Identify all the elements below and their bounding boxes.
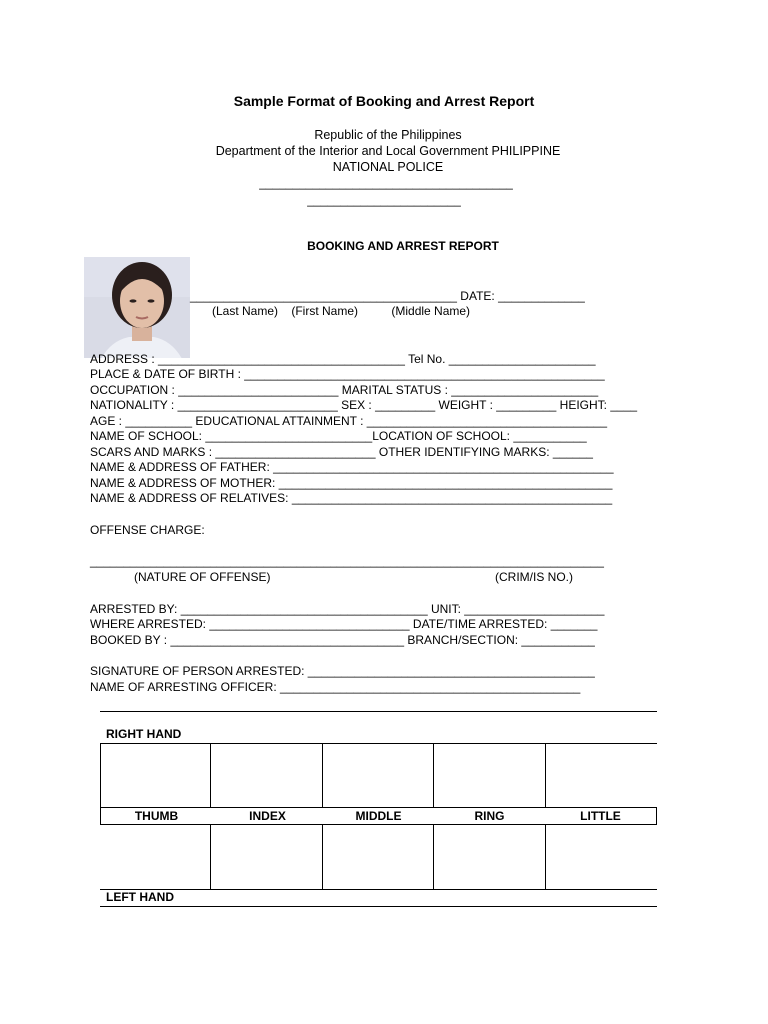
- booked-by-field: BOOKED BY : ___________________________________ BRANCH/SECTION: ___________: [90, 633, 595, 647]
- birth-field: PLACE & DATE OF BIRTH : ______________________________________________________: [90, 367, 605, 381]
- right-hand-label: RIGHT HAND: [106, 727, 182, 741]
- nature-of-offense-label: (NATURE OF OFFENSE): [134, 570, 271, 584]
- address-field: ADDRESS : _____________________________________ Tel No. ______________________: [90, 352, 596, 366]
- offense-charge-label: OFFENSE CHARGE:: [90, 523, 205, 537]
- signature-field: SIGNATURE OF PERSON ARRESTED: ___________________________________________: [90, 664, 595, 678]
- right-thumb-box: [100, 744, 211, 807]
- fingerprint-bottom-rule: [100, 906, 657, 907]
- left-hand-rule: [100, 889, 657, 890]
- name-sublabels: (Last Name) (First Name) (Middle Name): [212, 304, 471, 318]
- finger-name-index: INDEX: [249, 809, 286, 823]
- left-little-box: [546, 825, 657, 889]
- fingerprint-top-rule: [100, 711, 657, 712]
- right-ring-box: [434, 744, 545, 807]
- nationality-field: NATIONALITY : ________________________ SEX : _________ WEIGHT : _________ HEIGHT: ____: [90, 398, 638, 412]
- finger-name-middle: MIDDLE: [355, 809, 402, 823]
- document-title: Sample Format of Booking and Arrest Report: [233, 93, 535, 109]
- mother-field: NAME & ADDRESS OF MOTHER: __________________________________________________: [90, 476, 613, 490]
- finger-name-little: LITTLE: [580, 809, 621, 823]
- report-title: BOOKING AND ARREST REPORT: [307, 239, 499, 253]
- left-ring-box: [434, 825, 545, 889]
- right-middle-box: [323, 744, 434, 807]
- right-hand-boxes: [100, 744, 657, 807]
- age-field: AGE : __________ EDUCATIONAL ATTAINMENT : ____________________________________: [90, 414, 608, 428]
- right-index-box: [211, 744, 322, 807]
- where-arrested-field: WHERE ARRESTED: ______________________________ DATE/TIME ARRESTED: _______: [90, 617, 598, 631]
- name-date-row: ________________________________________ DATE: _____________: [190, 289, 585, 303]
- father-field: NAME & ADDRESS OF FATHER: ___________________________________________________: [90, 460, 614, 474]
- right-little-box: [546, 744, 657, 807]
- finger-name-ring: RING: [474, 809, 505, 823]
- left-thumb-box: [100, 825, 211, 889]
- finger-names-row: [100, 807, 657, 825]
- header-department: Department of the Interior and Local Government PHILIPPINE: [215, 144, 561, 158]
- scars-field: SCARS AND MARKS : ________________________ OTHER IDENTIFYING MARKS: ______: [90, 445, 593, 459]
- occupation-field: OCCUPATION : ________________________ MARITAL STATUS : ______________________: [90, 383, 599, 397]
- left-hand-label: LEFT HAND: [106, 890, 174, 904]
- subject-photo: [75, 239, 190, 358]
- arresting-officer-field: NAME OF ARRESTING OFFICER: _____________________________________________: [90, 680, 581, 694]
- header-blank-line-2: _______________________: [307, 193, 461, 207]
- school-field: NAME OF SCHOOL: _________________________LOCATION OF SCHOOL: ___________: [90, 429, 587, 443]
- finger-name-thumb: THUMB: [134, 809, 179, 823]
- header-blank-line-1: ______________________________________: [259, 176, 513, 190]
- header-national-police: NATIONAL POLICE: [332, 160, 444, 174]
- offense-line: _____________________________________________________________________________: [90, 554, 604, 568]
- arrested-by-field: ARRESTED BY: _____________________________________ UNIT: _____________________: [90, 602, 605, 616]
- crim-is-no-label: (CRIM/IS NO.): [495, 570, 573, 584]
- left-index-box: [211, 825, 322, 889]
- relatives-field: NAME & ADDRESS OF RELATIVES: ________________________________________________: [90, 491, 613, 505]
- left-hand-boxes: [100, 825, 657, 889]
- left-middle-box: [323, 825, 434, 889]
- header-republic: Republic of the Philippines: [314, 128, 462, 142]
